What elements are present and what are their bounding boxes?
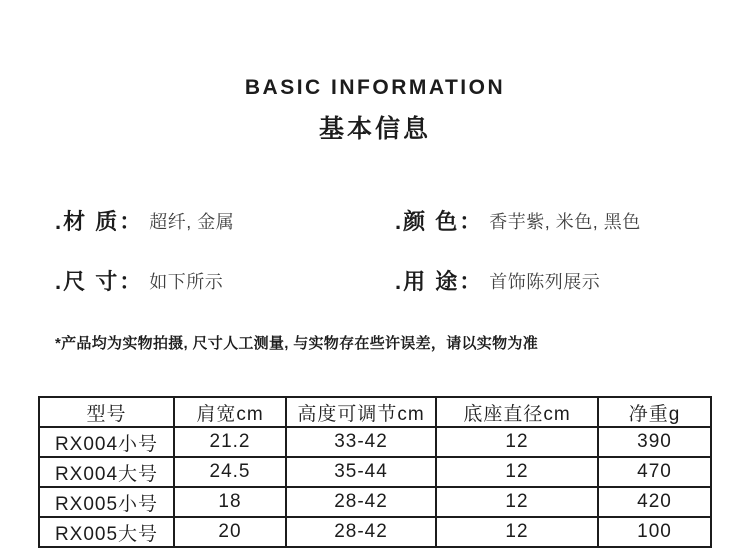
attribute-size-value: 如下所示 [149, 271, 224, 292]
attribute-color [395, 205, 735, 236]
spec-table [38, 396, 712, 548]
attributes-section [0, 205, 750, 296]
attribute-usage [395, 265, 735, 296]
spec-cell-adjustable-height: 35-44 [286, 457, 436, 487]
spec-cell-shoulder-width: 18 [174, 487, 286, 517]
table-row [39, 427, 711, 457]
spec-table-header-row [39, 397, 711, 427]
table-row [39, 487, 711, 517]
spec-cell-adjustable-height: 33-42 [286, 427, 436, 457]
table-row [39, 457, 711, 487]
page-header [0, 76, 750, 145]
spec-cell-base-diameter: 12 [436, 517, 598, 547]
spec-cell-base-diameter: 12 [436, 487, 598, 517]
table-row [39, 517, 711, 547]
spec-cell-model: RX005小号 [39, 487, 174, 517]
attribute-material [55, 205, 395, 236]
page-title-zh: 基本信息 [318, 115, 431, 143]
spec-col-header-net-weight: 净重g [598, 397, 711, 427]
attribute-color-value: 香芋紫, 米色, 黑色 [489, 211, 641, 232]
spec-cell-adjustable-height: 28-42 [286, 487, 436, 517]
spec-col-header-base-diameter: 底座直径cm [436, 397, 598, 427]
page-title-en: BASIC INFORMATION [244, 76, 506, 99]
spec-col-header-shoulder-width: 肩宽cm [174, 397, 286, 427]
spec-cell-model: RX004大号 [39, 457, 174, 487]
spec-cell-shoulder-width: 24.5 [174, 457, 286, 487]
spec-cell-net-weight: 100 [598, 517, 711, 547]
spec-col-header-adjustable-height: 高度可调节cm [286, 397, 436, 427]
spec-cell-model: RX004小号 [39, 427, 174, 457]
spec-cell-base-diameter: 12 [436, 457, 598, 487]
spec-cell-shoulder-width: 20 [174, 517, 286, 547]
attribute-material-value: 超纤, 金属 [149, 211, 235, 232]
attribute-usage-label: .用 途： [395, 269, 484, 294]
spec-col-header-model: 型号 [39, 397, 174, 427]
attribute-usage-value: 首饰陈列展示 [489, 271, 601, 292]
spec-cell-net-weight: 390 [598, 427, 711, 457]
spec-cell-net-weight: 470 [598, 457, 711, 487]
attribute-size [55, 265, 395, 296]
spec-cell-net-weight: 420 [598, 487, 711, 517]
disclaimer-note: *产品均为实物拍摄, 尺寸人工测量, 与实物存在些许误差，请以实物为准 [55, 335, 539, 352]
spec-cell-model: RX005大号 [39, 517, 174, 547]
spec-cell-adjustable-height: 28-42 [286, 517, 436, 547]
spec-cell-shoulder-width: 21.2 [174, 427, 286, 457]
attribute-color-label: .颜 色： [395, 209, 484, 234]
attribute-size-label: .尺 寸： [55, 269, 144, 294]
spec-cell-base-diameter: 12 [436, 427, 598, 457]
attribute-material-label: .材 质： [55, 209, 144, 234]
